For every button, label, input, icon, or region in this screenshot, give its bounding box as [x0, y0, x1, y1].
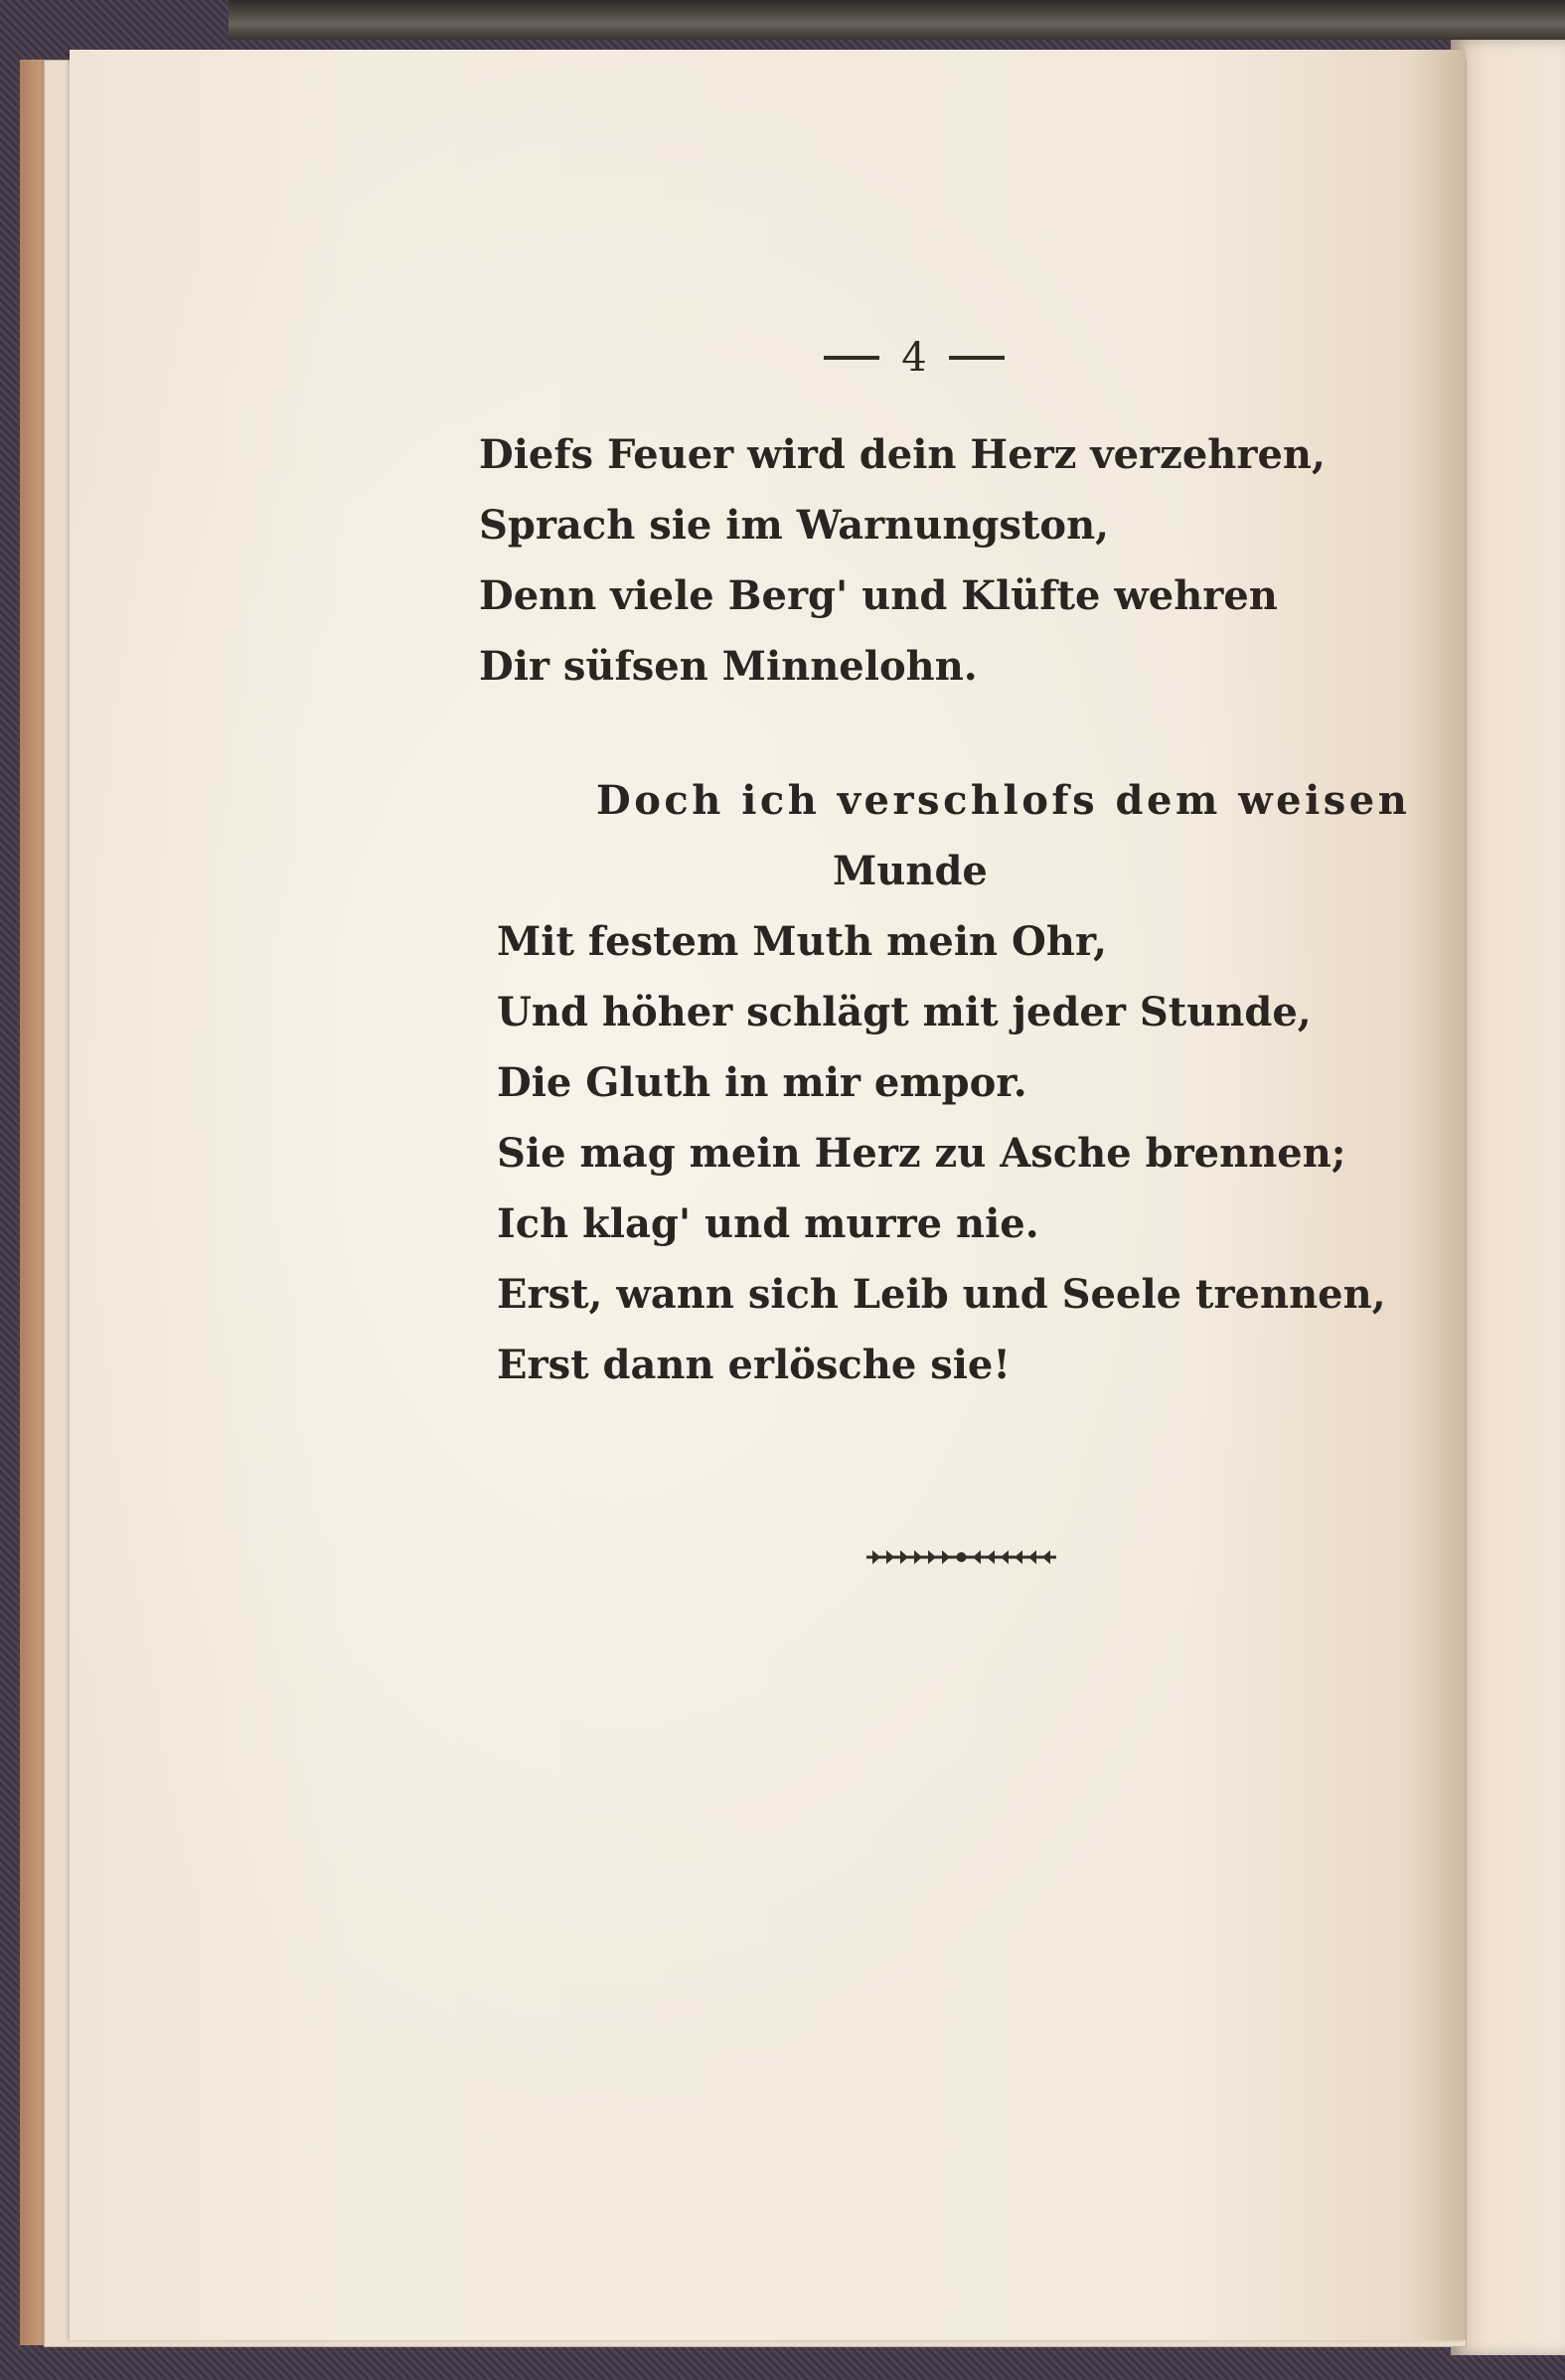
page-number: 4 — [901, 335, 927, 381]
poem-line: Sprach sie im Warnungston, — [479, 502, 1110, 549]
poem-line: Die Gluth in mir empor. — [497, 1059, 1027, 1106]
stanza-1 — [479, 419, 1326, 702]
poem-line-indented: Doch ich verschlofs dem weisen — [596, 777, 1411, 824]
stanza-2 — [497, 765, 1410, 1400]
cover-edge — [229, 0, 1565, 40]
poem-line: Und höher schlägt mit jeder Stunde, — [497, 989, 1312, 1035]
poem-line: Sie mag mein Herz zu Asche brennen; — [497, 1130, 1346, 1177]
poem-line: Erst, wann sich Leib und Seele trennen, — [497, 1271, 1386, 1318]
poem-line: Dir süfsen Minnelohn. — [479, 643, 978, 690]
poem-line: Ich klag' und murre nie. — [497, 1200, 1039, 1247]
dash-left — [824, 356, 879, 360]
poem-line-continuation: Munde — [833, 848, 988, 894]
poem-line: Diefs Feuer wird dein Herz verzehren, — [479, 431, 1326, 478]
poem-line: Erst dann erlösche sie! — [497, 1342, 1011, 1388]
poem-line: Mit festem Muth mein Ohr, — [497, 918, 1108, 965]
dash-right — [949, 356, 1005, 360]
book-page — [70, 50, 1466, 2340]
facing-page-edge — [1451, 40, 1565, 2355]
page-header — [785, 328, 1043, 388]
ornament-divider — [864, 1545, 1058, 1569]
poem-line: Denn viele Berg' und Klüfte wehren — [479, 572, 1278, 619]
